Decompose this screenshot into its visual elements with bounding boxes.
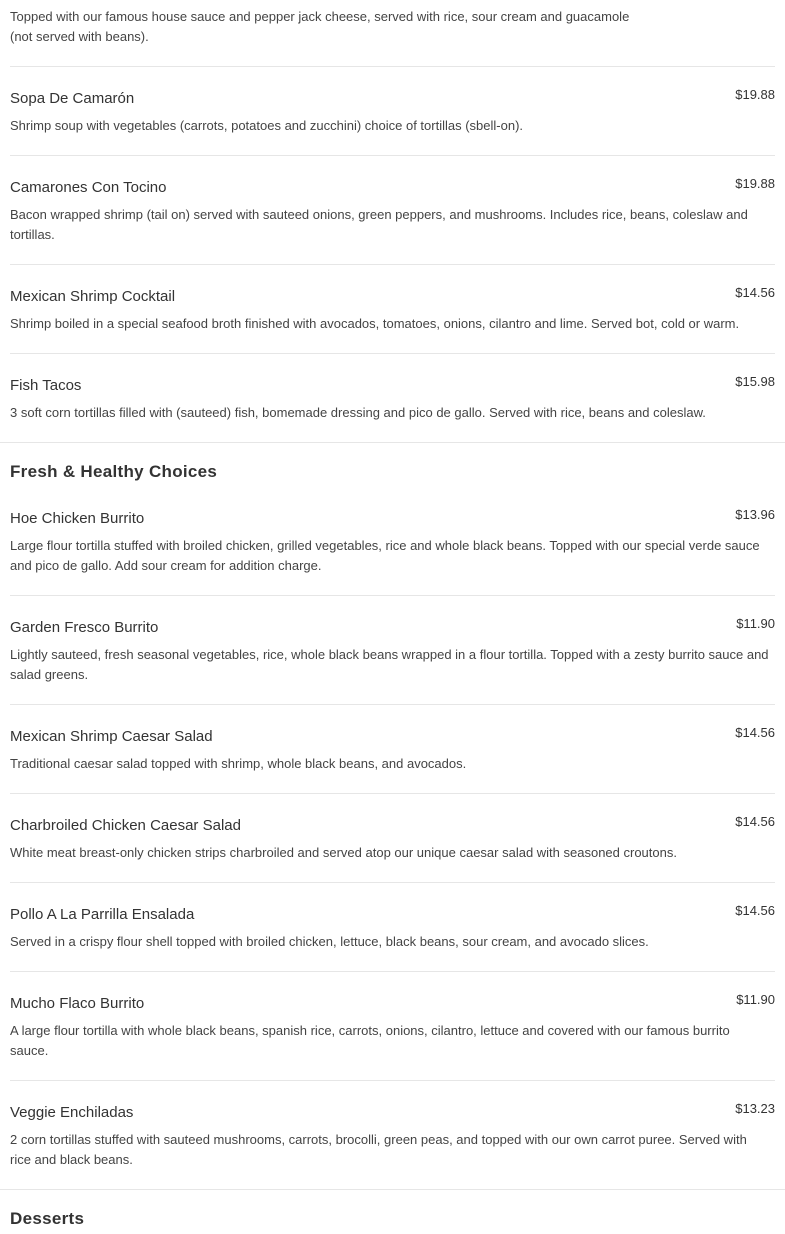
- menu-item-price: $15.98: [735, 374, 775, 389]
- menu-item-description: Topped with our famous house sauce and pepper jack cheese, served with rice, sour cream and guacamole (not served with beans).: [10, 9, 630, 44]
- menu-item-price: $19.88: [735, 176, 775, 191]
- menu-item[interactable]: [10, 1081, 775, 1189]
- menu-item-price: $13.96: [735, 507, 775, 522]
- menu-item-name: Fish Tacos: [10, 377, 82, 394]
- menu-item[interactable]: [10, 487, 775, 596]
- menu-item-price: $13.23: [735, 1101, 775, 1116]
- menu-item-price: $11.90: [736, 992, 775, 1007]
- menu-item[interactable]: [10, 972, 775, 1081]
- menu-item[interactable]: [10, 67, 775, 156]
- menu-item-description: Traditional caesar salad topped with shrimp, whole black beans, and avocados.: [10, 756, 467, 771]
- menu-item-name: Camarones Con Tocino: [10, 179, 167, 196]
- menu-item-description: A large flour tortilla with whole black beans, spanish rice, carrots, onions, cilantro, lettuce and covered with our famous burrito sauce.: [10, 1023, 730, 1058]
- menu-item-price: $14.56: [735, 725, 775, 740]
- menu-item-name: Charbroiled Chicken Caesar Salad: [10, 817, 241, 834]
- menu-item-description: Bacon wrapped shrimp (tail on) served with sauteed onions, green peppers, and mushrooms. Includes rice, beans, coleslaw and tortillas.: [10, 207, 748, 242]
- menu-item[interactable]: [10, 354, 775, 442]
- menu-item-price: $14.56: [735, 285, 775, 300]
- menu-item[interactable]: [10, 265, 775, 354]
- menu-item[interactable]: [10, 794, 775, 883]
- menu-item-description: Large flour tortilla stuffed with broiled chicken, grilled vegetables, rice and whole black beans. Topped with our special verde sauce and pico de gallo. Add sour cream for addition charge.: [10, 538, 760, 573]
- section-title: Desserts: [10, 1209, 85, 1228]
- menu-item[interactable]: [10, 596, 775, 705]
- menu-item-price: $11.90: [736, 616, 775, 631]
- menu-item-description: 3 soft corn tortillas filled with (sauteed) fish, bomemade dressing and pico de gallo. Served with rice, beans and coleslaw.: [10, 405, 706, 420]
- menu-item[interactable]: [10, 883, 775, 972]
- menu-item-partial[interactable]: [10, 0, 775, 67]
- menu-item-description: Shrimp boiled in a special seafood broth finished with avocados, tomatoes, onions, cilantro and lime. Served bot, cold or warm.: [10, 316, 740, 331]
- menu-item-description: Served in a crispy flour shell topped with broiled chicken, lettuce, black beans, sour cream, and avocado slices.: [10, 934, 649, 949]
- menu-item-price: $14.56: [735, 814, 775, 829]
- menu-item-name: Mucho Flaco Burrito: [10, 995, 145, 1012]
- menu-section-fresh-healthy: [0, 443, 785, 1190]
- menu-item-name: Veggie Enchiladas: [10, 1104, 134, 1121]
- menu-item-name: Hoe Chicken Burrito: [10, 510, 145, 527]
- menu-item-name: Mexican Shrimp Cocktail: [10, 288, 176, 305]
- menu-section-seafood: [0, 0, 785, 443]
- menu-item-name: Sopa De Camarón: [10, 90, 135, 107]
- menu-item-price: $19.88: [735, 87, 775, 102]
- menu-item-price: $14.56: [735, 903, 775, 918]
- menu-item-name: Pollo A La Parrilla Ensalada: [10, 906, 195, 923]
- menu-item-description: White meat breast-only chicken strips charbroiled and served atop our unique caesar salad with seasoned croutons.: [10, 845, 677, 860]
- section-title: Fresh & Healthy Choices: [10, 462, 218, 481]
- menu-item-description: 2 corn tortillas stuffed with sauteed mushrooms, carrots, brocolli, green peas, and topped with our own carrot puree. Served with rice and black beans.: [10, 1132, 747, 1167]
- menu-item-description: Shrimp soup with vegetables (carrots, potatoes and zucchini) choice of tortillas (sbell-on).: [10, 118, 524, 133]
- menu-item-name: Mexican Shrimp Caesar Salad: [10, 728, 213, 745]
- menu-item[interactable]: [10, 705, 775, 794]
- menu-item[interactable]: [10, 156, 775, 265]
- menu-item-description: Lightly sauteed, fresh seasonal vegetables, rice, whole black beans wrapped in a flour tortilla. Topped with a zesty burrito sauce and salad greens.: [10, 647, 769, 682]
- menu-item-name: Garden Fresco Burrito: [10, 619, 159, 636]
- menu-section-desserts: [0, 1190, 785, 1234]
